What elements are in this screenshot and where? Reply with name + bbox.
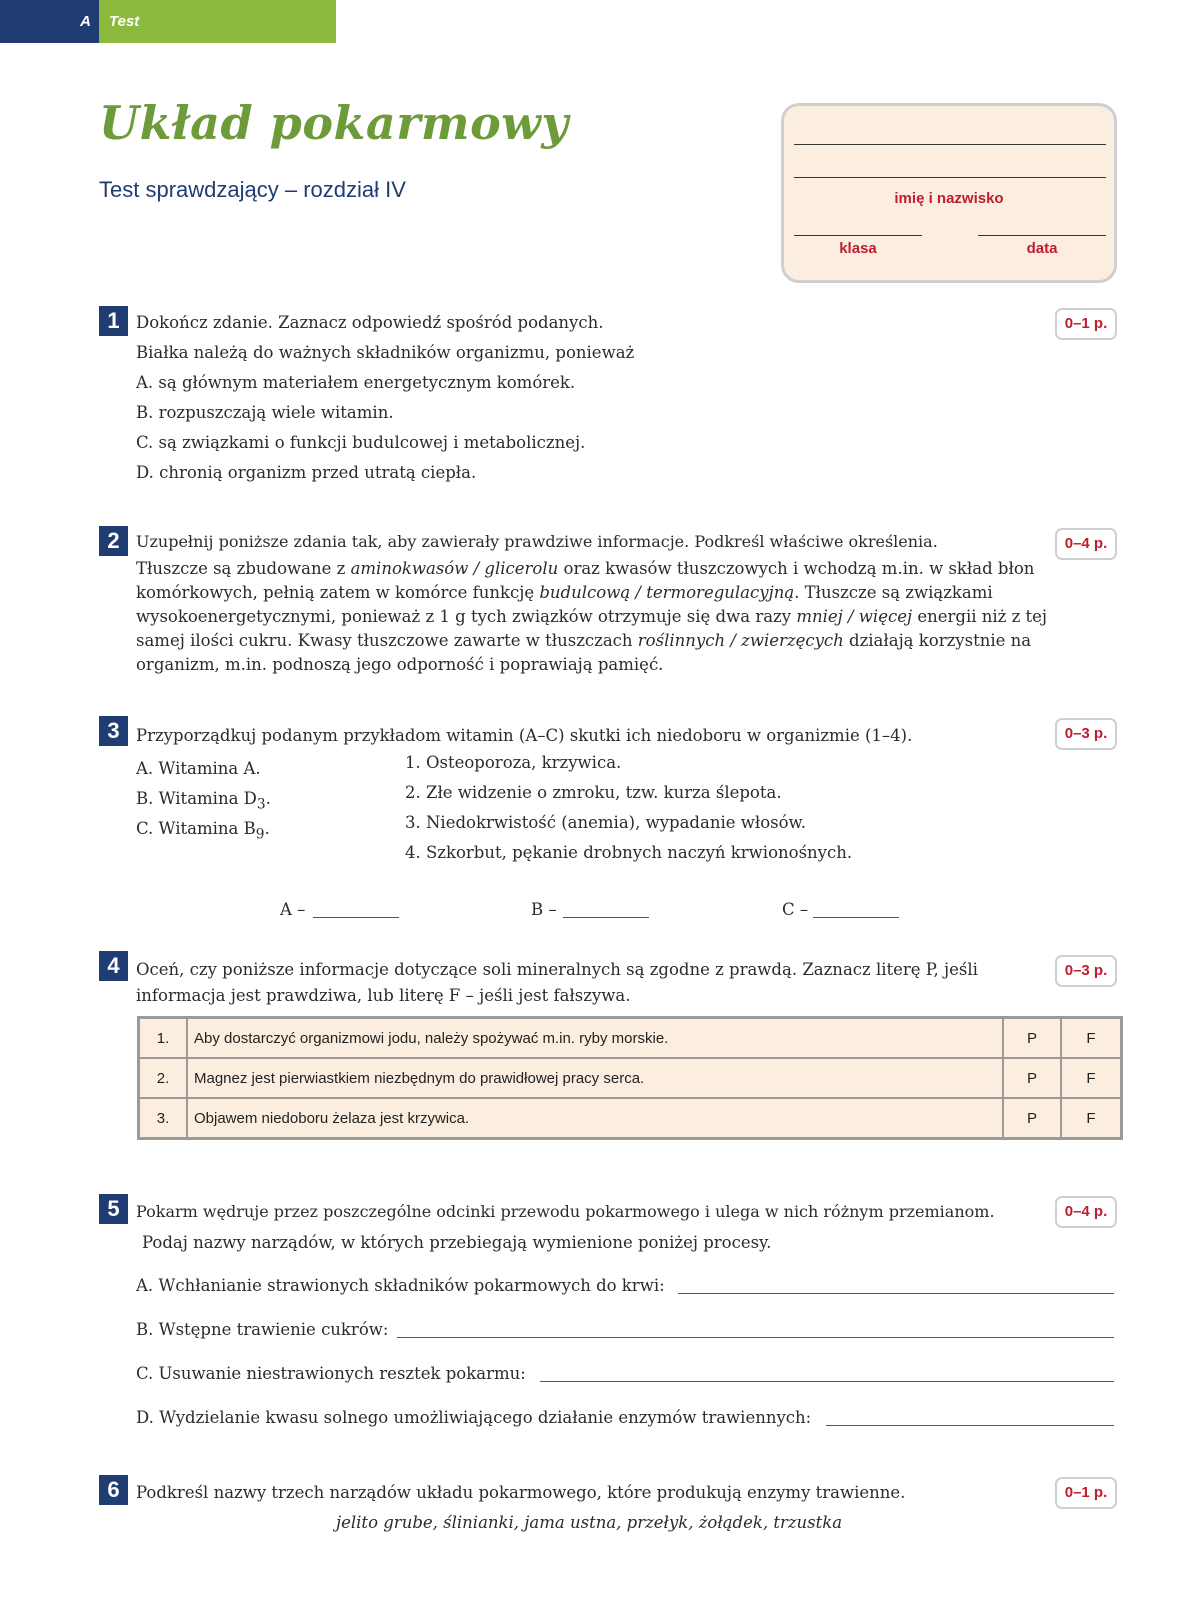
table-row (139, 1098, 1122, 1139)
choice-4[interactable]: roślinnych / zwierzęcych (637, 631, 844, 650)
answer-d-field[interactable] (826, 1425, 1114, 1426)
question-1-points: 0–1 p. (1055, 308, 1117, 340)
answer-c-label: C – (782, 900, 809, 919)
name-line-1[interactable] (794, 144, 1106, 145)
question-2-paragraph: Tłuszcze są zbudowane z aminokwasów / glicerolu oraz kwasów tłuszczowych i wchodzą m.in. w skład błon komórkowych, pełnią zatem w komórce funkcję budulcową / termoregulacyjną. Tłuszcze są związkami wysokoenergetycznymi, ponieważ z 1 g tych związków otrzymuje się dwa razy mniej / więcej energii niż z tej samej ilości cukru. Kwasy tłuszczowe zawarte w tłuszczach roślinnych / zwierzęcych działają korzystnie na organizm, m.in. podnoszą jego odporność i poprawiają pamięć. (136, 559, 1048, 674)
class-label: klasa (839, 240, 877, 257)
section-label: Test (109, 13, 140, 30)
vitamin-b9: C. Witamina $B_9$. (136, 819, 270, 843)
date-line[interactable] (978, 235, 1106, 236)
false-option[interactable]: F (1061, 1058, 1122, 1098)
question-6-number: 6 (99, 1475, 128, 1505)
vitamin-d3: B. Witamina $D_3$. (136, 789, 271, 813)
answer-b-field[interactable] (397, 1337, 1114, 1338)
question-4-number: 4 (99, 951, 128, 981)
true-option[interactable]: P (1003, 1058, 1061, 1098)
process-d: D. Wydzielanie kwasu solnego umożliwiającego działanie enzymów trawiennych: (136, 1408, 812, 1427)
effect-3: 3. Niedokrwistość (anemia), wypadanie włosów. (405, 813, 806, 832)
question-4-points: 0–3 p. (1055, 955, 1117, 987)
page-title: Układ pokarmowy (99, 96, 569, 150)
question-1-instruction: Dokończ zdanie. Zaznacz odpowiedź spośród podanych. (136, 313, 604, 332)
choice-2[interactable]: budulcową / termoregulacyjną (539, 583, 795, 602)
question-3-number: 3 (99, 716, 128, 746)
row-statement: Magnez jest pierwiastkiem niezbędnym do prawidłowej pracy serca. (187, 1058, 1003, 1098)
question-4-instruction-2: informacja jest prawdziwa, lub literę F – jeśli jest fałszywa. (136, 986, 631, 1005)
effect-1: 1. Osteoporoza, krzywica. (405, 753, 622, 772)
question-4-instruction-1: Oceń, czy poniższe informacje dotyczące soli mineralnych są zgodne z prawdą. Zaznacz literę P, jeśli (136, 960, 978, 979)
question-6-options[interactable]: jelito grube, ślinianki, jama ustna, przełyk, żołądek, trzustka (336, 1513, 843, 1532)
row-statement: Objawem niedoboru żelaza jest krzywica. (187, 1098, 1003, 1139)
answer-b-line[interactable] (563, 917, 649, 918)
student-info-box (781, 103, 1117, 283)
false-option[interactable]: F (1061, 1098, 1122, 1139)
row-statement: Aby dostarczyć organizmowi jodu, należy spożywać m.in. ryby morskie. (187, 1018, 1003, 1059)
question-3-points: 0–3 p. (1055, 718, 1117, 750)
row-number: 3. (139, 1098, 188, 1139)
class-line[interactable] (794, 235, 922, 236)
true-false-table (137, 1016, 1123, 1140)
question-1-option-c[interactable]: C. są związkami o funkcji budulcowej i metabolicznej. (136, 433, 586, 452)
question-6-points: 0–1 p. (1055, 1477, 1117, 1509)
section-letter-tab (0, 0, 99, 43)
choice-3[interactable]: mniej / więcej (796, 607, 913, 626)
table-row (139, 1058, 1122, 1098)
question-1-option-d[interactable]: D. chronią organizm przed utratą ciepła. (136, 463, 477, 482)
question-1-number: 1 (99, 306, 128, 336)
answer-c-field[interactable] (540, 1381, 1114, 1382)
process-c: C. Usuwanie niestrawionych resztek pokarmu: (136, 1364, 526, 1383)
true-option[interactable]: P (1003, 1098, 1061, 1139)
name-label: imię i nazwisko (894, 190, 1004, 207)
page-subtitle: Test sprawdzający – rozdział IV (99, 177, 406, 202)
question-5-number: 5 (99, 1194, 128, 1224)
answer-c-line[interactable] (813, 917, 899, 918)
row-number: 1. (139, 1018, 188, 1059)
question-1-stem: Białka należą do ważnych składników organizmu, ponieważ (136, 343, 635, 362)
question-1-option-b[interactable]: B. rozpuszczają wiele witamin. (136, 403, 394, 422)
question-2-points: 0–4 p. (1055, 528, 1117, 560)
question-5-instruction-2: Podaj nazwy narządów, w których przebiegają wymienione poniżej procesy. (142, 1233, 772, 1252)
question-5-instruction-1: Pokarm wędruje przez poszczególne odcinki przewodu pokarmowego i ulega w nich różnym przemianom. (136, 1202, 995, 1221)
answer-a-line[interactable] (313, 917, 399, 918)
process-a: A. Wchłanianie strawionych składników pokarmowych do krwi: (136, 1276, 665, 1295)
section-letter: A (80, 13, 91, 30)
question-6-instruction: Podkreśl nazwy trzech narządów układu pokarmowego, które produkują enzymy trawienne. (136, 1483, 906, 1502)
answer-b-label: B – (531, 900, 557, 919)
answer-a-field[interactable] (678, 1293, 1114, 1294)
section-label-tab (99, 0, 336, 43)
question-3-instruction: Przyporządkuj podanym przykładom witamin (A–C) skutki ich niedoboru w organizmie (1–4). (136, 726, 913, 745)
false-option[interactable]: F (1061, 1018, 1122, 1059)
date-label: data (1026, 240, 1058, 257)
question-5-points: 0–4 p. (1055, 1196, 1117, 1228)
question-2-instruction: Uzupełnij poniższe zdania tak, aby zawierały prawdziwe informacje. Podkreśl właściwe określenia. (136, 532, 938, 551)
question-1-option-a[interactable]: A. są głównym materiałem energetycznym komórek. (136, 373, 576, 392)
effect-4: 4. Szkorbut, pękanie drobnych naczyń krwionośnych. (405, 843, 853, 862)
table-row (139, 1018, 1122, 1059)
row-number: 2. (139, 1058, 188, 1098)
process-b: B. Wstępne trawienie cukrów: (136, 1320, 389, 1339)
true-option[interactable]: P (1003, 1018, 1061, 1059)
effect-2: 2. Złe widzenie o zmroku, tzw. kurza ślepota. (405, 783, 782, 802)
answer-a-label: A – (280, 900, 306, 919)
vitamin-a: A. Witamina A. (136, 759, 261, 778)
question-2-number: 2 (99, 526, 128, 556)
choice-1[interactable]: aminokwasów / glicerolu (350, 559, 559, 578)
name-line-2[interactable] (794, 177, 1106, 178)
